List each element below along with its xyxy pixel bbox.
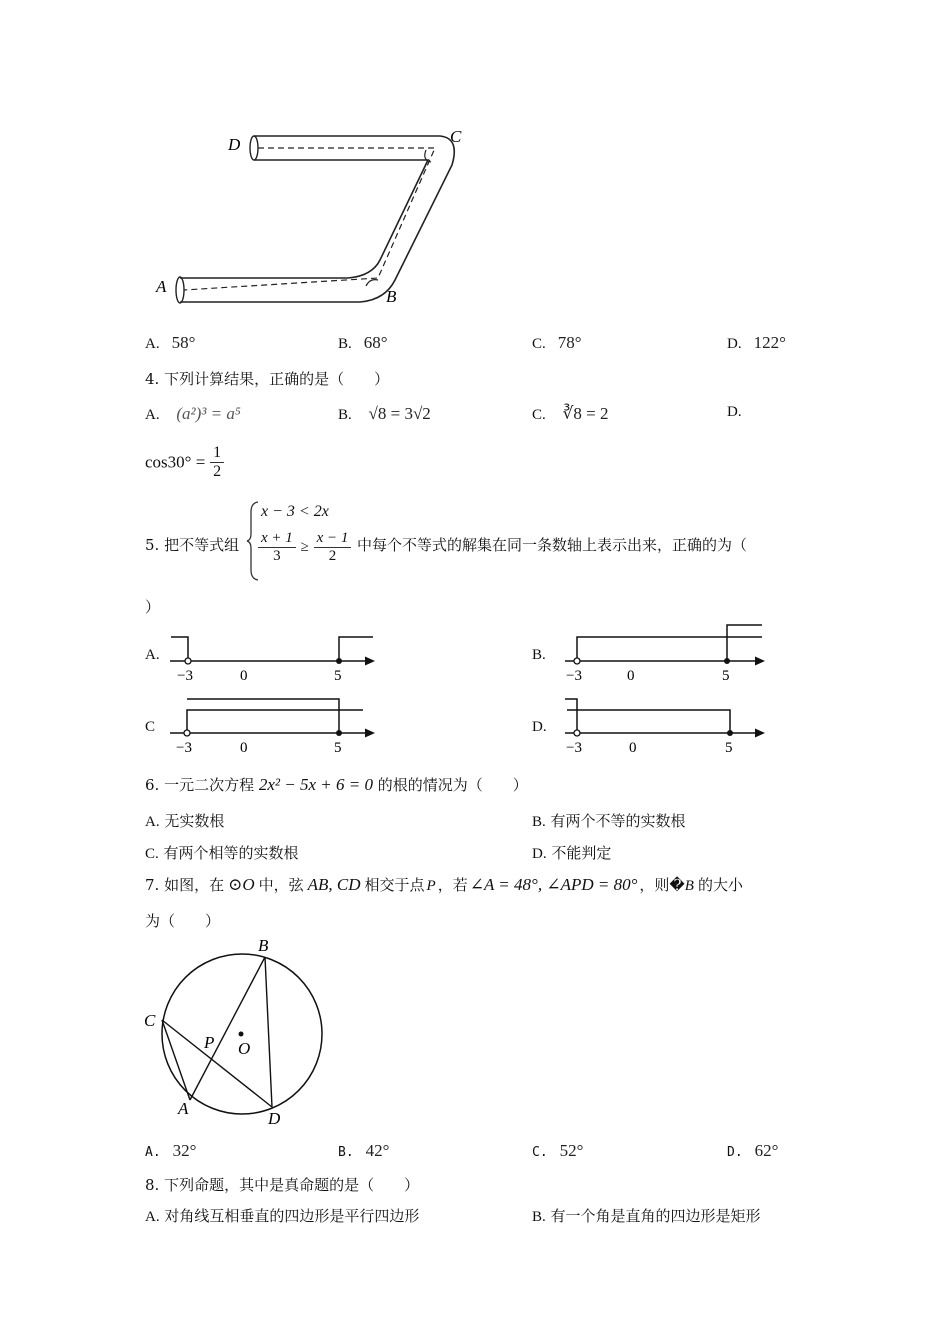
q5-option-c-numberline[interactable] xyxy=(165,694,380,760)
tick-label: 5 xyxy=(725,740,733,756)
q7-text: 7. 如图，在 xyxy=(145,876,225,894)
q5-option-b-letter[interactable]: B. xyxy=(532,647,546,663)
option-letter: D. xyxy=(532,846,547,862)
option-letter: A. xyxy=(145,1145,161,1160)
option-letter: B. xyxy=(532,814,546,830)
pipe-end-d xyxy=(250,136,258,160)
q3-option-c[interactable] xyxy=(532,333,582,353)
tick-label: −3 xyxy=(566,740,582,756)
q6-equation: 2x² − 5x + 6 = 0 xyxy=(258,775,373,794)
fraction xyxy=(210,444,224,481)
q4-option-d-expr[interactable] xyxy=(145,444,224,481)
q5-ineq1: x − 3 < 2x xyxy=(261,503,329,520)
q4-option-c[interactable] xyxy=(532,404,608,424)
fraction-den: 2 xyxy=(328,548,337,564)
tick-label: 5 xyxy=(334,668,342,684)
option-text: 不能判定 xyxy=(551,844,612,862)
tick-label: −3 xyxy=(177,668,193,684)
q5-option-d-letter[interactable]: D. xyxy=(532,719,547,735)
option-letter: C. xyxy=(532,407,546,423)
q6-option-c[interactable] xyxy=(145,842,299,863)
q7-stem-line1 xyxy=(145,874,743,895)
option-value: 52° xyxy=(559,1141,584,1160)
q7-text: 中，弦 xyxy=(258,876,304,894)
q7-chords: AB, CD xyxy=(307,875,361,894)
option-value: 42° xyxy=(365,1141,390,1160)
q4-option-d-letter[interactable]: D. xyxy=(727,404,742,420)
tick-label: 0 xyxy=(627,668,635,684)
tick-label: −3 xyxy=(176,740,192,756)
q6-option-d[interactable] xyxy=(532,842,611,863)
pipe-dashed-line xyxy=(184,148,435,290)
fig-label-c: C xyxy=(144,1011,156,1030)
fraction-num: x + 1 xyxy=(258,530,296,548)
tick-label: 0 xyxy=(240,740,248,756)
option-letter: A. xyxy=(145,814,160,830)
option-value: 58° xyxy=(171,333,196,352)
q5-option-a-numberline[interactable] xyxy=(165,628,380,688)
chord-ab xyxy=(190,957,265,1100)
q5-option-d-numberline[interactable] xyxy=(555,694,770,760)
option-value: 32° xyxy=(172,1141,197,1160)
angle-arc-b xyxy=(366,280,378,286)
q8-stem: 8. 下列命题，其中是真命题的是（ ） xyxy=(145,1176,420,1194)
fraction-den: 3 xyxy=(273,548,281,564)
option-value: 122° xyxy=(753,333,786,352)
q7-option-c[interactable] xyxy=(532,1141,583,1161)
option-text: 有一个角是直角的四边形是矩形 xyxy=(550,1207,761,1225)
q3-option-b[interactable] xyxy=(338,333,388,353)
q7-point: P xyxy=(426,878,436,894)
q5-close: ） xyxy=(145,598,161,616)
pipe-bottom-edge xyxy=(180,160,428,278)
q4-option-a[interactable] xyxy=(145,404,241,424)
q4-option-b[interactable] xyxy=(338,404,431,424)
q6-stem xyxy=(145,774,528,795)
option-letter: C. xyxy=(532,336,546,352)
tick-label: 5 xyxy=(334,740,342,756)
tick-label: 0 xyxy=(629,740,637,756)
option-letter: B. xyxy=(338,407,352,423)
q5-option-b-numberline[interactable] xyxy=(555,620,770,688)
q7-stem-line2: 为（ ） xyxy=(145,912,221,930)
q5-prefix: 5. 把不等式组 xyxy=(145,536,240,554)
fraction-num: 1 xyxy=(210,444,224,463)
option-letter: A. xyxy=(145,1209,160,1225)
option-letter: D. xyxy=(727,336,742,352)
fraction xyxy=(258,530,296,565)
pipe-label-d: D xyxy=(228,135,241,154)
q7-text: ，若 xyxy=(437,876,468,894)
q6-stem-post: 的根的情况为（ ） xyxy=(377,776,528,794)
option-letter: B. xyxy=(338,1145,354,1160)
option-letter: B. xyxy=(532,1209,546,1225)
option-letter: A. xyxy=(145,407,160,423)
fraction xyxy=(314,530,352,565)
tick-label: 5 xyxy=(722,668,730,684)
pipe-label-b: B xyxy=(386,287,397,306)
q6-option-a[interactable] xyxy=(145,810,224,831)
segment-bd xyxy=(265,957,272,1107)
relation: ≥ xyxy=(300,539,309,555)
option-letter: B. xyxy=(338,336,352,352)
chord-cd xyxy=(162,1020,272,1107)
q7-circle: ⊙O xyxy=(228,875,255,894)
q7-option-d[interactable] xyxy=(727,1141,778,1161)
fig-label-p: P xyxy=(204,1033,215,1052)
option-letter: D. xyxy=(727,1145,743,1160)
pipe-end-a xyxy=(176,277,184,303)
q7-option-b[interactable] xyxy=(338,1141,389,1161)
option-letter: C. xyxy=(532,1145,548,1160)
q4-stem: 4. 下列计算结果，正确的是（ ） xyxy=(145,370,390,388)
q8-option-a[interactable] xyxy=(145,1205,419,1226)
q7-option-a[interactable] xyxy=(145,1141,196,1161)
fraction-num: x − 1 xyxy=(314,530,352,548)
option-expr: √8 = 3√2 xyxy=(368,404,431,423)
option-value: 68° xyxy=(363,333,388,352)
fig-label-o: O xyxy=(238,1039,251,1058)
q6-option-b[interactable] xyxy=(532,810,686,831)
q7-text: ，则� xyxy=(639,876,685,894)
option-expr: ∛8 = 2 xyxy=(562,404,609,423)
q5-suffix: 中每个不等式的解集在同一条数轴上表示出来，正确的为（ xyxy=(357,536,748,554)
q5-ineq2 xyxy=(258,530,351,565)
q7-angles: ∠A = 48°, ∠APD = 80° xyxy=(469,875,638,894)
q8-option-b[interactable] xyxy=(532,1205,761,1226)
option-value: 78° xyxy=(557,333,582,352)
q7-text: 相交于点 xyxy=(364,876,425,894)
tick-label: 0 xyxy=(240,668,248,684)
q7-text: 的大小 xyxy=(697,876,743,894)
fig-label-d: D xyxy=(268,1109,281,1128)
pipe-label-a: A xyxy=(156,277,167,296)
circle-figure xyxy=(140,932,340,1132)
q3-option-d[interactable] xyxy=(727,333,786,353)
q5-option-c-letter[interactable]: C xyxy=(145,719,156,735)
q3-option-a[interactable] xyxy=(145,333,195,353)
fraction-den: 2 xyxy=(213,463,222,480)
tick-label: −3 xyxy=(566,668,582,684)
pipe-label-c: C xyxy=(450,127,462,146)
option-text: 有两个不等的实数根 xyxy=(550,812,686,830)
option-text: 对角线互相垂直的四边形是平行四边形 xyxy=(164,1207,420,1225)
fig-label-a: A xyxy=(178,1099,189,1118)
center-dot xyxy=(239,1032,244,1037)
option-expr: (a²)³ = a⁵ xyxy=(176,404,241,423)
option-text: 无实数根 xyxy=(164,812,225,830)
pipe-top-edge xyxy=(180,136,454,302)
q5-option-a-letter[interactable]: A. xyxy=(145,647,160,663)
option-letter: A. xyxy=(145,336,160,352)
option-letter: C. xyxy=(145,846,159,862)
q7-angle-b: B xyxy=(684,878,694,894)
cos-expr: cos30° = xyxy=(145,452,206,472)
fig-label-b: B xyxy=(258,936,269,955)
pipe-figure xyxy=(150,120,480,310)
q6-stem-pre: 6. 一元二次方程 xyxy=(145,776,255,794)
option-value: 62° xyxy=(754,1141,779,1160)
option-text: 有两个相等的实数根 xyxy=(163,844,299,862)
